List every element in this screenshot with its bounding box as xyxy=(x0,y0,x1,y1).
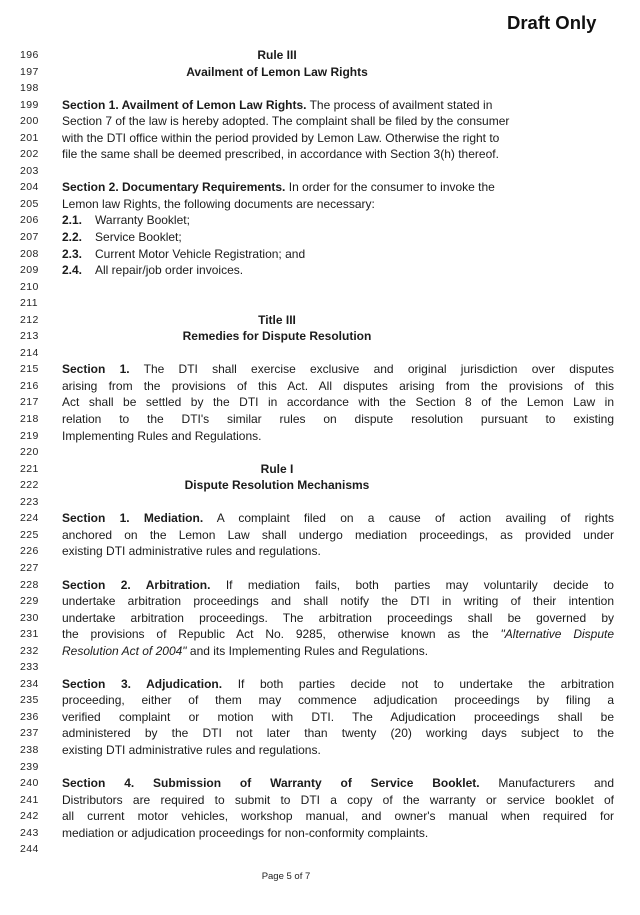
line-number: 239 xyxy=(20,760,39,773)
line-number: 242 xyxy=(20,810,39,823)
line-number: 207 xyxy=(20,231,39,244)
draft-watermark: Draft Only xyxy=(507,12,597,33)
line-number: 213 xyxy=(20,330,39,343)
doc-line xyxy=(0,593,640,610)
line-number: 208 xyxy=(20,247,39,260)
doc-line xyxy=(0,279,640,296)
line-text: Act shall be settled by the DTI in accordance with the Section 8 of the Lemon Law in xyxy=(62,395,614,410)
doc-line xyxy=(0,312,640,329)
doc-line xyxy=(0,725,640,742)
line-text xyxy=(62,345,614,362)
line-text xyxy=(62,494,614,511)
line-text: arising from the provisions of this Act. All disputes arising from the provisions of this xyxy=(62,378,614,393)
line-text: with the DTI office within the period provided by Lemon Law. Otherwise the right to xyxy=(62,130,500,145)
doc-line xyxy=(0,146,640,163)
doc-line xyxy=(0,477,640,494)
line-text xyxy=(62,659,614,676)
line-text xyxy=(62,841,614,858)
doc-line xyxy=(0,113,640,130)
line-text: administered by the DTI not later than twenty (20) working days subject to the xyxy=(62,726,614,741)
line-text: verified complaint or motion with DTI. The Adjudication proceedings shall be xyxy=(62,709,614,724)
line-number: 224 xyxy=(20,512,39,525)
line-number: 231 xyxy=(20,628,39,641)
line-number: 241 xyxy=(20,793,39,806)
page-footer: Page 5 of 7 xyxy=(261,871,311,882)
line-number: 222 xyxy=(20,479,39,492)
line-text xyxy=(62,279,614,296)
doc-line xyxy=(0,295,640,312)
line-text: Availment of Lemon Law Rights xyxy=(186,64,368,79)
doc-line xyxy=(0,577,640,594)
doc-line xyxy=(0,709,640,726)
line-text: Section 1. The DTI shall exercise exclusive and original jurisdiction over disputes xyxy=(62,362,615,377)
line-number: 221 xyxy=(20,462,39,475)
line-text xyxy=(62,444,614,461)
line-number: 230 xyxy=(20,611,39,624)
line-text: mediation or adjudication proceedings for non-conformity complaints. xyxy=(62,825,429,840)
line-number: 199 xyxy=(20,98,39,111)
line-text: anchored on the Lemon Law shall undergo mediation proceedings, as provided under xyxy=(62,527,614,542)
line-text: Implementing Rules and Regulations. xyxy=(62,428,262,443)
doc-line xyxy=(0,659,640,676)
line-number: 197 xyxy=(20,65,39,78)
line-text: Title III xyxy=(258,312,296,327)
line-number: 200 xyxy=(20,115,39,128)
line-text: Section 4. Submission of Warranty of Service Booklet. Manufacturers and xyxy=(62,776,614,791)
line-text: proceeding, either of them may commence adjudication proceedings by filing a xyxy=(62,693,614,708)
line-number: 212 xyxy=(20,313,39,326)
line-number: 236 xyxy=(20,710,39,723)
doc-line xyxy=(0,676,640,693)
line-text: Remedies for Dispute Resolution xyxy=(182,329,372,344)
doc-line xyxy=(0,229,640,246)
line-text: Dispute Resolution Mechanisms xyxy=(184,478,370,493)
line-number: 225 xyxy=(20,528,39,541)
line-number: 216 xyxy=(20,379,39,392)
line-number: 227 xyxy=(20,561,39,574)
doc-line xyxy=(0,808,640,825)
line-number: 211 xyxy=(20,297,38,310)
doc-line xyxy=(0,692,640,709)
doc-line xyxy=(0,262,640,279)
doc-line xyxy=(0,494,640,511)
line-number: 237 xyxy=(20,727,39,740)
line-text: Section 3. Adjudication. If both parties decide not to undertake the arbitration xyxy=(62,676,615,691)
line-number: 214 xyxy=(20,346,39,359)
doc-line xyxy=(0,212,640,229)
line-text: Section 1. Availment of Lemon Law Rights. The process of availment stated in xyxy=(62,97,493,112)
doc-line xyxy=(0,444,640,461)
line-number: 243 xyxy=(20,826,39,839)
doc-line xyxy=(0,411,640,428)
doc-line xyxy=(0,394,640,411)
doc-line xyxy=(0,428,640,445)
line-text: undertake arbitration proceedings. The arbitration proceedings shall be governed by xyxy=(62,610,614,625)
line-number: 196 xyxy=(20,49,39,61)
line-number: 198 xyxy=(20,82,39,95)
line-text: 2.4. All repair/job order invoices. xyxy=(62,263,244,278)
line-text: Section 1. Mediation. A complaint filed on a cause of action availing of rights xyxy=(62,511,614,526)
doc-line xyxy=(0,759,640,776)
doc-line xyxy=(0,510,640,527)
line-number: 244 xyxy=(20,843,39,856)
doc-line xyxy=(0,130,640,147)
doc-line xyxy=(0,543,640,560)
doc-line xyxy=(0,792,640,809)
doc-line xyxy=(0,742,640,759)
doc-line xyxy=(0,626,640,643)
doc-line xyxy=(0,841,640,858)
line-text: the provisions of Republic Act No. 9285, otherwise known as the "Alternative Dispute xyxy=(62,627,615,642)
line-text: undertake arbitration proceedings and shall notify the DTI in writing of their intention xyxy=(62,594,614,609)
line-number: 228 xyxy=(20,578,39,591)
line-text xyxy=(62,80,614,97)
line-text: Section 2. Documentary Requirements. In order for the consumer to invoke the xyxy=(62,180,495,195)
line-number: 219 xyxy=(20,429,39,442)
doc-line xyxy=(0,328,640,345)
doc-line xyxy=(0,345,640,362)
line-text xyxy=(62,163,614,180)
line-number: 220 xyxy=(20,446,39,459)
doc-line xyxy=(0,461,640,478)
line-list xyxy=(0,47,640,858)
line-number: 226 xyxy=(20,545,39,558)
doc-line xyxy=(0,97,640,114)
line-number: 217 xyxy=(20,396,39,409)
line-number: 204 xyxy=(20,181,39,194)
line-number: 205 xyxy=(20,197,39,210)
line-number: 229 xyxy=(20,595,39,608)
line-text: Resolution Act of 2004" and its Implementing Rules and Regulations. xyxy=(62,643,429,658)
doc-line xyxy=(0,196,640,213)
line-text: relation to the DTI's similar rules on dispute resolution pursuant to existing xyxy=(62,412,614,427)
doc-line xyxy=(0,361,640,378)
line-text: Lemon law Rights, the following documents are necessary: xyxy=(62,196,375,211)
doc-line xyxy=(0,560,640,577)
line-number: 209 xyxy=(20,264,39,277)
line-number: 210 xyxy=(20,280,39,293)
line-text: existing DTI administrative rules and regulations. xyxy=(62,544,321,559)
line-text: Distributors are required to submit to DTI a copy of the warranty or service booklet of xyxy=(62,792,614,807)
line-number: 202 xyxy=(20,148,39,161)
line-number: 235 xyxy=(20,694,39,707)
line-text: file the same shall be deemed prescribed, in accordance with Section 3(h) thereof. xyxy=(62,147,499,162)
doc-line xyxy=(0,775,640,792)
line-text: existing DTI administrative rules and regulations. xyxy=(62,742,321,757)
line-number: 233 xyxy=(20,661,39,674)
line-number: 238 xyxy=(20,743,39,756)
line-text: Rule III xyxy=(257,48,297,62)
doc-line xyxy=(0,643,640,660)
doc-line xyxy=(0,378,640,395)
line-text xyxy=(62,295,614,312)
line-text: all current motor vehicles, workshop manual, and owner's manual when required for xyxy=(62,809,614,824)
doc-line xyxy=(0,179,640,196)
doc-line xyxy=(0,610,640,627)
doc-line xyxy=(0,80,640,97)
line-number: 201 xyxy=(20,131,39,144)
line-text: 2.1. Warranty Booklet; xyxy=(62,213,190,228)
line-text: Rule I xyxy=(260,461,294,476)
doc-line xyxy=(0,825,640,842)
doc-line xyxy=(0,64,640,81)
line-number: 240 xyxy=(20,777,39,790)
line-number: 218 xyxy=(20,413,39,426)
line-number: 215 xyxy=(20,363,39,376)
doc-line xyxy=(0,527,640,544)
line-text: 2.3. Current Motor Vehicle Registration; and xyxy=(62,246,306,261)
line-text: Section 2. Arbitration. If mediation fails, both parties may voluntarily decide to xyxy=(62,577,614,592)
line-number: 203 xyxy=(20,164,39,177)
line-text xyxy=(62,560,614,577)
line-number: 206 xyxy=(20,214,39,227)
doc-line xyxy=(0,47,640,64)
line-number: 223 xyxy=(20,495,39,508)
line-text xyxy=(62,759,614,776)
line-number: 232 xyxy=(20,644,39,657)
line-text: 2.2. Service Booklet; xyxy=(62,230,182,245)
doc-line xyxy=(0,246,640,263)
line-number: 234 xyxy=(20,677,39,690)
doc-line xyxy=(0,163,640,180)
line-text: Section 7 of the law is hereby adopted. The complaint shall be filed by the consumer xyxy=(62,114,510,129)
